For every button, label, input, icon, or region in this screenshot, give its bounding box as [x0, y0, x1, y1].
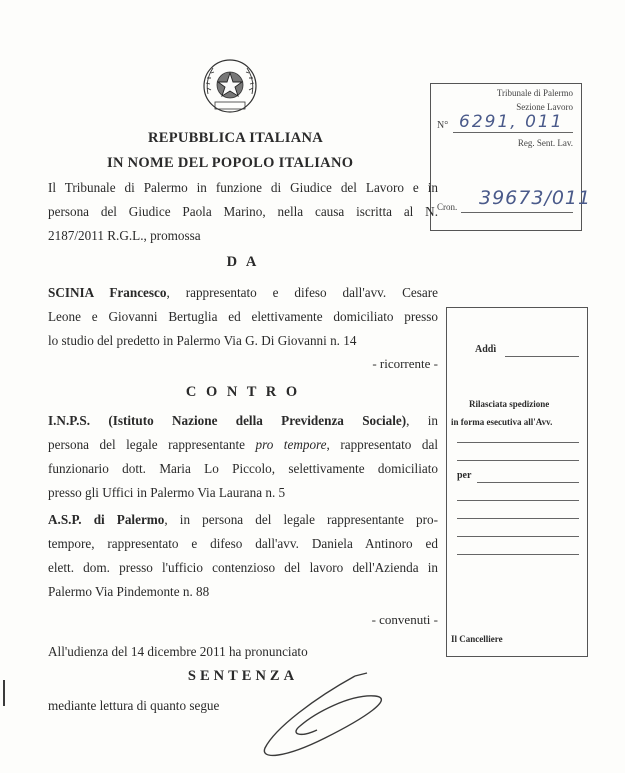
sidebox-forma: in forma esecutiva all'Avv. [451, 417, 553, 427]
defendant1-line-4: presso gli Uffici in Palermo Via Laurana n. 5 [48, 485, 286, 500]
plaintiff-line-2: Leone e Giovanni Bertuglia ed elettivamente domiciliato presso [48, 309, 438, 324]
intro-line-3: 2187/2011 R.G.L., promossa [48, 228, 201, 243]
heading-people: IN NOME DEL POPOLO ITALIANO [107, 155, 354, 171]
defendant1-line-2-post: , rappresentato dal [326, 437, 438, 452]
stamp-number-value: 6291, 011 [459, 112, 564, 132]
release-box [446, 307, 588, 657]
plaintiff-line-3: lo studio del predetto in Palermo Via G. Di Giovanni n. 14 [48, 333, 357, 348]
sidebox-per: per [457, 470, 472, 481]
defendant2-line-3: elett. dom. presso l'ufficio contenzioso del lavoro dell'Azienda in [48, 560, 438, 575]
signature-scribble-icon [255, 668, 405, 768]
heading-republic: REPUBBLICA ITALIANA [148, 130, 324, 146]
defendant1-line-2 [48, 433, 438, 457]
republic-emblem-icon [201, 56, 259, 116]
stamp-number-label: N° [437, 120, 449, 131]
margin-mark [3, 680, 5, 706]
stamp-reg: Reg. Sent. Lav. [517, 138, 573, 148]
stamp-section: Sezione Lavoro [516, 102, 573, 112]
section-sentenza: SENTENZA [187, 668, 299, 684]
plaintiff-name: SCINIA Francesco [48, 285, 167, 300]
section-da: D A [226, 254, 260, 270]
defendant1-line-2-italic: pro tempore [255, 437, 327, 452]
intro-line-2: persona del Giudice Paola Marino, nella causa iscritta al N. [48, 204, 438, 219]
reading-line: mediante lettura di quanto segue [48, 698, 220, 713]
role-convenuti: - convenuti - [371, 612, 438, 627]
sidebox-rilasciata: Rilasciata spedizione [469, 399, 550, 409]
defendant2-line-1-rest: , in persona del legale rappresentante pro- [164, 512, 438, 527]
defendant1-line-1-rest: , in [406, 413, 438, 428]
role-ricorrente: - ricorrente - [372, 356, 438, 371]
defendant2-line-1 [48, 508, 438, 532]
stamp-court: Tribunale di Palermo [496, 88, 573, 98]
stamp-cron-label: Cron. [437, 202, 458, 212]
hearing-line: All'udienza del 14 dicembre 2011 ha pronunciato [48, 644, 308, 659]
defendant1-name: I.N.P.S. (Istituto Nazione della Previdenza Sociale) [48, 413, 407, 428]
defendant1-line-1 [48, 409, 438, 433]
defendant1-line-2-pre: persona del legale rappresentante [48, 437, 256, 452]
plaintiff-line-1 [48, 281, 438, 305]
court-stamp-box [430, 83, 592, 231]
defendant2-line-2: tempore, rappresentato e difeso dall'avv. Daniela Antinoro ed [48, 536, 438, 551]
sidebox-cancelliere: Il Cancelliere [451, 634, 503, 644]
section-contro: C O N T R O [185, 384, 301, 400]
defendant2-line-4: Palermo Via Pindemonte n. 88 [48, 584, 210, 599]
stamp-cron-value: 39673/011 [479, 187, 592, 209]
sidebox-addi: Addì [475, 344, 497, 355]
plaintiff-line-1-rest: , rappresentato e difeso dall'avv. Cesare [166, 285, 438, 300]
defendant1-line-3: funzionario dott. Maria Lo Piccolo, selettivamente domiciliato [48, 461, 438, 476]
defendant2-name: A.S.P. di Palermo [48, 512, 165, 527]
intro-line-1: Il Tribunale di Palermo in funzione di Giudice del Lavoro e in [48, 180, 438, 195]
